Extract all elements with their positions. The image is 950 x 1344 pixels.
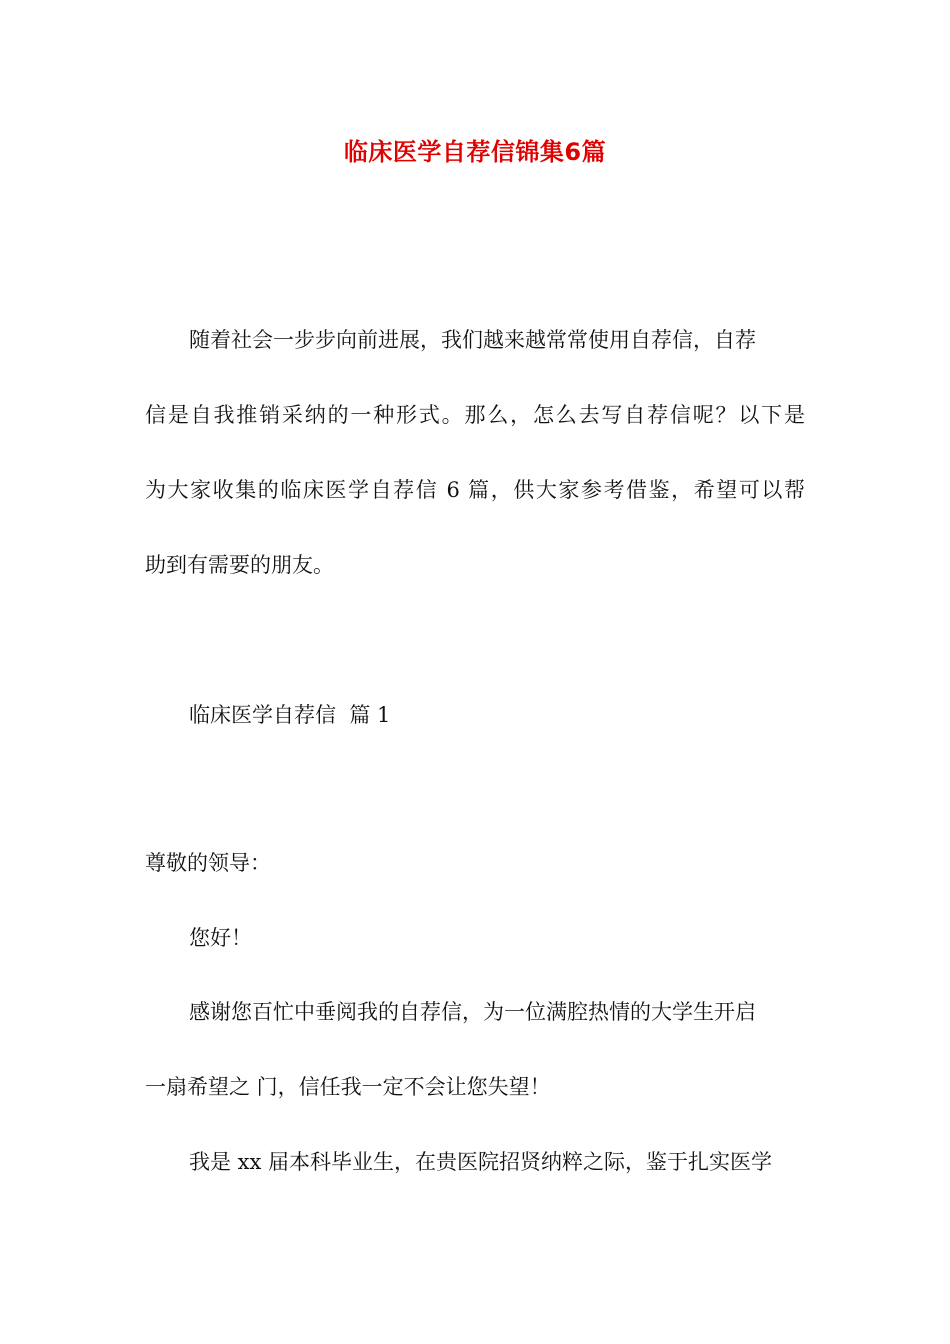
- paragraph-1-line-2: 一扇希望之 门，信任我一定不会让您失望！: [145, 1075, 551, 1099]
- salutation: 尊敬的领导：: [145, 851, 271, 875]
- intro-line-3: 为大家收集的临床医学自荐信 6 篇，供大家参考借鉴，希望可以帮: [145, 478, 805, 502]
- intro-line-2: 信是自我推销采纳的一种形式。那么，怎么去写自荐信呢？以下是: [145, 403, 805, 427]
- greeting: 您好！: [189, 926, 252, 950]
- paragraph-1-line-1: 感谢您百忙中垂阅我的自荐信，为一位满腔热情的大学生开启: [189, 1000, 756, 1024]
- section-heading: 临床医学自荐信 篇 1: [189, 703, 391, 727]
- intro-line-4: 助到有需要的朋友。: [145, 553, 334, 577]
- intro-line-1: 随着社会一步步向前进展，我们越来越常常使用自荐信，自荐: [189, 328, 756, 352]
- document-title: 临床医学自荐信锦集6篇: [343, 138, 607, 166]
- paragraph-2-line-1: 我是 xx 届本科毕业生，在贵医院招贤纳粹之际，鉴于扎实医学: [189, 1150, 773, 1174]
